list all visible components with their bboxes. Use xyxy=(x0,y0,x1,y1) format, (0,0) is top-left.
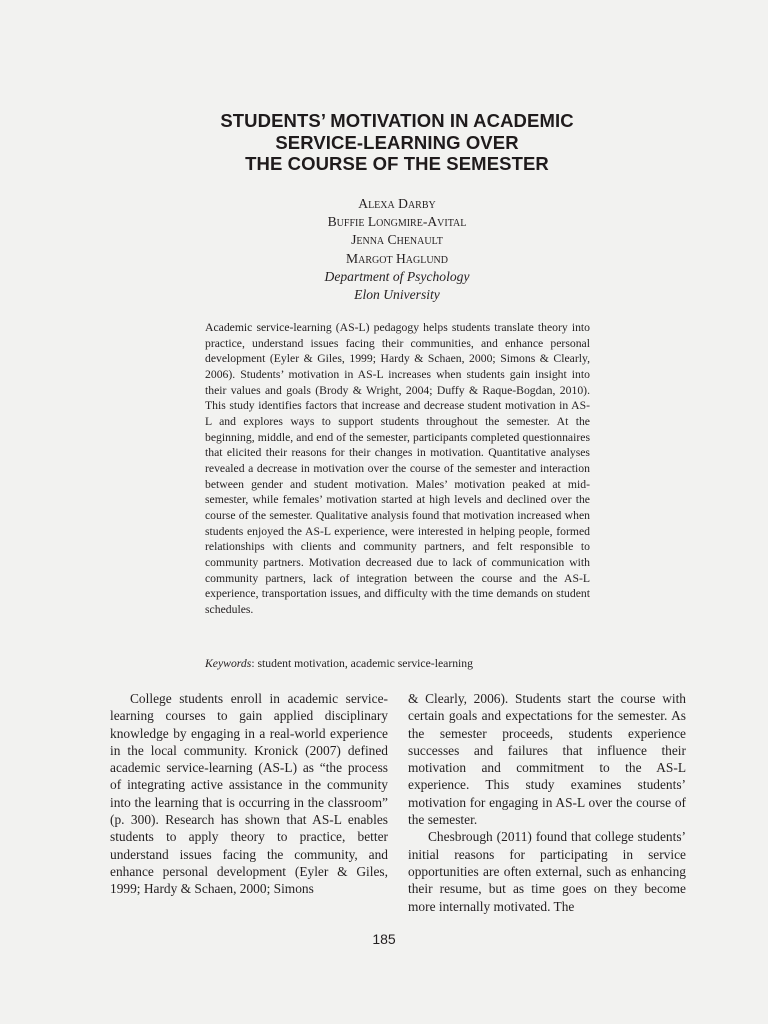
page-number: 185 xyxy=(372,931,396,947)
body-paragraph: Chesbrough (2011) found that college students’ initial reasons for participating in service opportunities are often external, such as enhancing their resume, but as time goes on they become more internally motivated. The xyxy=(408,829,686,914)
keywords-label: Keywords xyxy=(205,657,252,670)
title-line: THE COURSE OF THE SEMESTER xyxy=(245,153,549,174)
body-column-left xyxy=(110,690,388,898)
title-line: SERVICE-LEARNING OVER xyxy=(275,131,519,153)
author-name: Buffie Longmire-Avital xyxy=(327,214,467,230)
author-block xyxy=(200,195,594,304)
title-line: STUDENTS’ MOTIVATION IN ACADEMIC xyxy=(220,110,574,131)
body-paragraph: & Clearly, 2006). Students start the course with certain goals and expectations for the semester. As the semester proceeds, students experience successes and failures that influence their motivation and commitment to the AS-L experience. This study examines students’ motivation for engaging in AS-L over the course of the semester. xyxy=(408,691,686,828)
body-paragraph: College students enroll in academic service-learning courses to gain applied disciplinary knowledge by engaging in a real-world experience in the local community. Kronick (2007) defined academic service-learning (AS-L) as “the process of integrating active assistance in the community into the learning that is occurring in the classroom” (p. 300). Research has shown that AS-L enables students to apply theory to practice, better understand issues facing the community, and enhance personal development (Eyler & Giles, 1999; Hardy & Schaen, 2000; Simons xyxy=(110,691,388,897)
affiliation-department: Department of Psychology xyxy=(324,268,470,284)
body-column-right xyxy=(408,690,686,915)
author-name: Margot Haglund xyxy=(346,250,448,266)
abstract: Academic service-learning (AS-L) pedagogy helps students translate theory into practice, understand issues facing their communities, and enhance personal development (Eyler & Giles, 1999; Hardy & Schaen, 2000; Simons & Clearly, 2006). Students’ motivation in AS-L increases when students gain insight into their values and goals (Brody & Wright, 2004; Duffy & Raque-Bogdan, 2010). This study identifies factors that increase and decrease student motivation in AS-L and explores ways to support students throughout the semester. At the beginning, middle, and end of the semester, participants completed questionnaires that elicited their reasons for their changes in motivation. Quantitative analyses revealed a decrease in motivation over the course of the semester and interaction between gender and student motivation. Males’ motivation peaked at mid-semester, while females’ motivation started at high levels and declined over the course of the semester. Qualitative analysis found that motivation increased when students enjoyed the AS-L experience, were interested in helping people, formed relationships with clients and community partners, and felt responsible to community partners. Motivation decreased due to lack of communication with community partners, lack of integration between the course and the AS-L experience, transportation issues, and difficulty with the time demands on student schedules. xyxy=(205,321,590,616)
author-name: Jenna Chenault xyxy=(351,232,443,248)
keywords-text: : student motivation, academic service-learning xyxy=(251,657,473,670)
paper-title xyxy=(150,110,644,175)
affiliation-university: Elon University xyxy=(354,287,440,303)
keywords xyxy=(205,656,590,672)
author-name: Alexa Darby xyxy=(358,196,436,211)
